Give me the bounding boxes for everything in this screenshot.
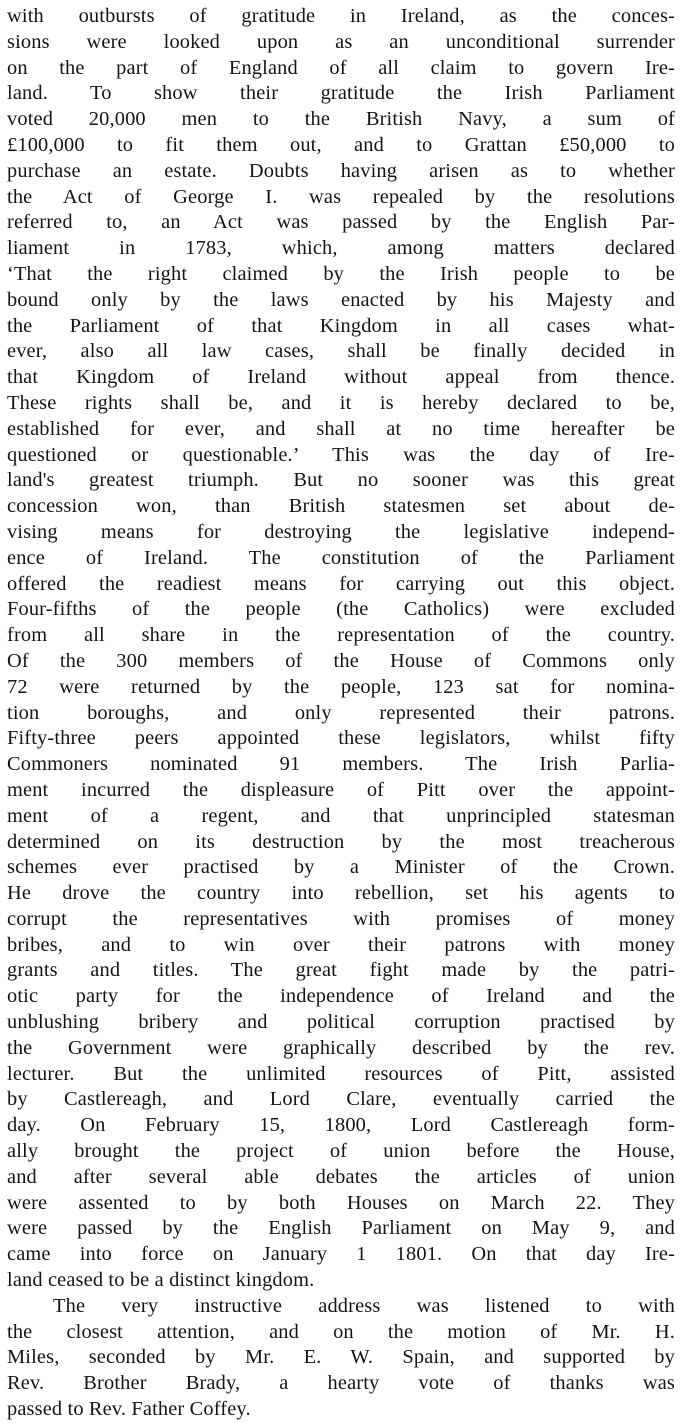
text-line: established for ever, and shall at no time hereafter be xyxy=(7,417,675,440)
text-line: came into force on January 1 1801. On that day Ire- xyxy=(7,1243,675,1266)
text-line: the Act of George I. was repealed by the resolutions xyxy=(7,185,675,208)
text-line: Four-fifths of the people (the Catholics) were excluded xyxy=(7,598,675,621)
text-line: determined on its destruction by the most treacherous xyxy=(7,830,675,853)
article-column xyxy=(7,4,675,1423)
paragraph-1 xyxy=(7,4,675,1294)
text-line: land ceased to be a distinct kingdom. xyxy=(7,1269,315,1292)
text-line: ment of a regent, and that unprincipled statesman xyxy=(7,804,675,827)
text-line: liament in 1783, which, among matters declared xyxy=(7,237,675,260)
text-line: land's greatest triumph. But no sooner was this great xyxy=(7,469,675,492)
text-line: bound only by the laws enacted by his Majesty and xyxy=(7,288,675,311)
text-line: voted 20,000 men to the British Navy, a sum of xyxy=(7,108,675,131)
text-line: were assented to by both Houses on March 22. They xyxy=(7,1191,675,1214)
text-line: Of the 300 members of the House of Commons only xyxy=(7,649,675,672)
text-line: and after several able debates the articles of union xyxy=(7,1165,675,1188)
text-line: ever, also all law cases, shall be finally decided in xyxy=(7,340,675,363)
text-line: £100,000 to fit them out, and to Grattan £50,000 to xyxy=(7,133,675,156)
text-line: with outbursts of gratitude in Ireland, as the conces- xyxy=(7,5,675,27)
text-line: from all share in the representation of the country. xyxy=(7,624,675,647)
text-line: concession won, than British statesmen set about de- xyxy=(7,495,675,518)
text-line: Miles, seconded by Mr. E. W. Spain, and supported by xyxy=(7,1346,675,1369)
text-line: lecturer. But the unlimited resources of Pitt, assisted xyxy=(7,1062,675,1085)
text-line: referred to, an Act was passed by the English Par- xyxy=(7,211,675,234)
text-line: corrupt the representatives with promises of money xyxy=(7,907,675,930)
text-line: ence of Ireland. The constitution of the Parliament xyxy=(7,546,675,569)
text-line: The very instructive address was listened to with xyxy=(53,1294,675,1317)
text-line: schemes ever practised by a Minister of the Crown. xyxy=(7,856,675,879)
text-line: Commoners nominated 91 members. The Irish Parlia- xyxy=(7,753,675,776)
text-line: These rights shall be, and it is hereby declared to be, xyxy=(7,391,675,414)
text-line: offered the readiest means for carrying out this object. xyxy=(7,572,675,595)
text-line: sions were looked upon as an unconditional surrender xyxy=(7,30,675,53)
text-line: ally brought the project of union before the House, xyxy=(7,1140,675,1163)
text-line: ‘That the right claimed by the Irish people to be xyxy=(7,262,675,285)
text-line: the closest attention, and on the motion of Mr. H. xyxy=(7,1320,675,1343)
text-line: by Castlereagh, and Lord Clare, eventually carried the xyxy=(7,1088,675,1111)
text-line: questioned or questionable.’ This was the day of Ire- xyxy=(7,443,675,466)
text-line: otic party for the independence of Ireland and the xyxy=(7,985,675,1008)
text-line: passed to Rev. Father Coffey. xyxy=(7,1398,251,1421)
text-line: 72 were returned by the people, 123 sat for nomina- xyxy=(7,675,675,698)
text-line: tion boroughs, and only represented their patrons. xyxy=(7,701,675,724)
text-line: Fifty-three peers appointed these legislators, whilst fifty xyxy=(7,727,675,750)
text-line: the Parliament of that Kingdom in all cases what- xyxy=(7,314,675,337)
text-line: land. To show their gratitude the Irish Parliament xyxy=(7,82,675,105)
paragraph-2 xyxy=(7,1294,675,1423)
text-line: vising means for destroying the legislative independ- xyxy=(7,520,675,543)
text-line: bribes, and to win over their patrons with money xyxy=(7,933,675,956)
text-line: the Government were graphically described by the rev. xyxy=(7,1036,675,1059)
text-line: were passed by the English Parliament on May 9, and xyxy=(7,1217,675,1240)
text-line: Rev. Brother Brady, a hearty vote of thanks was xyxy=(7,1372,675,1395)
text-line: purchase an estate. Doubts having arisen as to whether xyxy=(7,159,675,182)
text-line: ment incurred the displeasure of Pitt over the appoint- xyxy=(7,778,675,801)
text-line: that Kingdom of Ireland without appeal from thence. xyxy=(7,366,675,389)
text-line: on the part of England of all claim to govern Ire- xyxy=(7,56,675,79)
text-line: unblushing bribery and political corruption practised by xyxy=(7,1011,675,1034)
text-line: He drove the country into rebellion, set his agents to xyxy=(7,882,675,905)
text-line: grants and titles. The great fight made by the patri- xyxy=(7,959,675,982)
text-line: day. On February 15, 1800, Lord Castlereagh form- xyxy=(7,1114,675,1137)
